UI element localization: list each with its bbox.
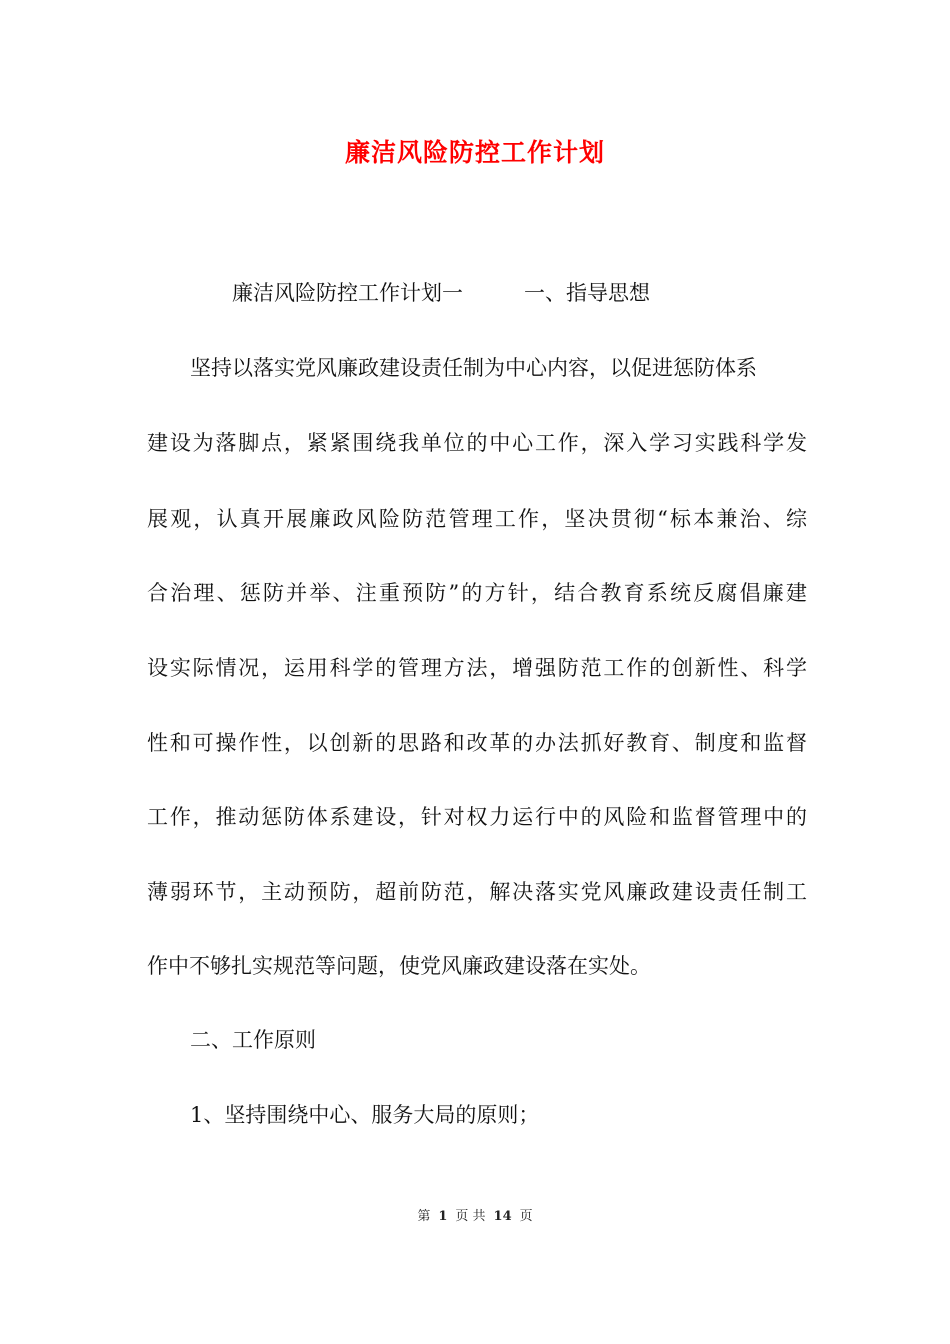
- paragraph-line: 展观，认真开展廉政风险防范管理工作，坚决贯彻“标本兼治、综: [147, 507, 807, 531]
- principle-item: 1、坚持围绕中心、服务大局的原则；: [190, 1103, 540, 1127]
- paragraph-line: 工作，推动惩防体系建设，针对权力运行中的风险和监督管理中的: [147, 805, 807, 829]
- paragraph-line: 建设为落脚点，紧紧围绕我单位的中心工作，深入学习实践科学发: [147, 431, 807, 455]
- document-title: 廉洁风险防控工作计划: [344, 138, 605, 167]
- paragraph-line: 坚持以落实党风廉政建设责任制为中心内容，以促进惩防体系: [190, 356, 757, 380]
- footer-page-number: 1: [438, 1209, 448, 1224]
- intro-plan-label: 廉洁风险防控工作计划一: [232, 281, 463, 305]
- footer-middle: 页 共: [455, 1209, 486, 1224]
- paragraph-line: 性和可操作性，以创新的思路和改革的办法抓好教育、制度和监督: [147, 731, 807, 755]
- section2-heading: 二、工作原则: [190, 1028, 316, 1052]
- footer-total-pages: 14: [493, 1209, 512, 1224]
- paragraph-line: 作中不够扎实规范等问题，使党风廉政建设落在实处。: [147, 954, 651, 978]
- paragraph-line: 薄弱环节，主动预防，超前防范，解决落实党风廉政建设责任制工: [147, 880, 807, 904]
- footer-prefix: 第: [417, 1209, 431, 1224]
- page-footer: [0, 1208, 950, 1226]
- section1-heading: 一、指导思想: [524, 281, 650, 305]
- footer-suffix: 页: [519, 1209, 533, 1224]
- paragraph-line: 合治理、惩防并举、注重预防”的方针，结合教育系统反腐倡廉建: [147, 581, 807, 605]
- paragraph-line: 设实际情况，运用科学的管理方法，增强防范工作的创新性、科学: [147, 656, 807, 680]
